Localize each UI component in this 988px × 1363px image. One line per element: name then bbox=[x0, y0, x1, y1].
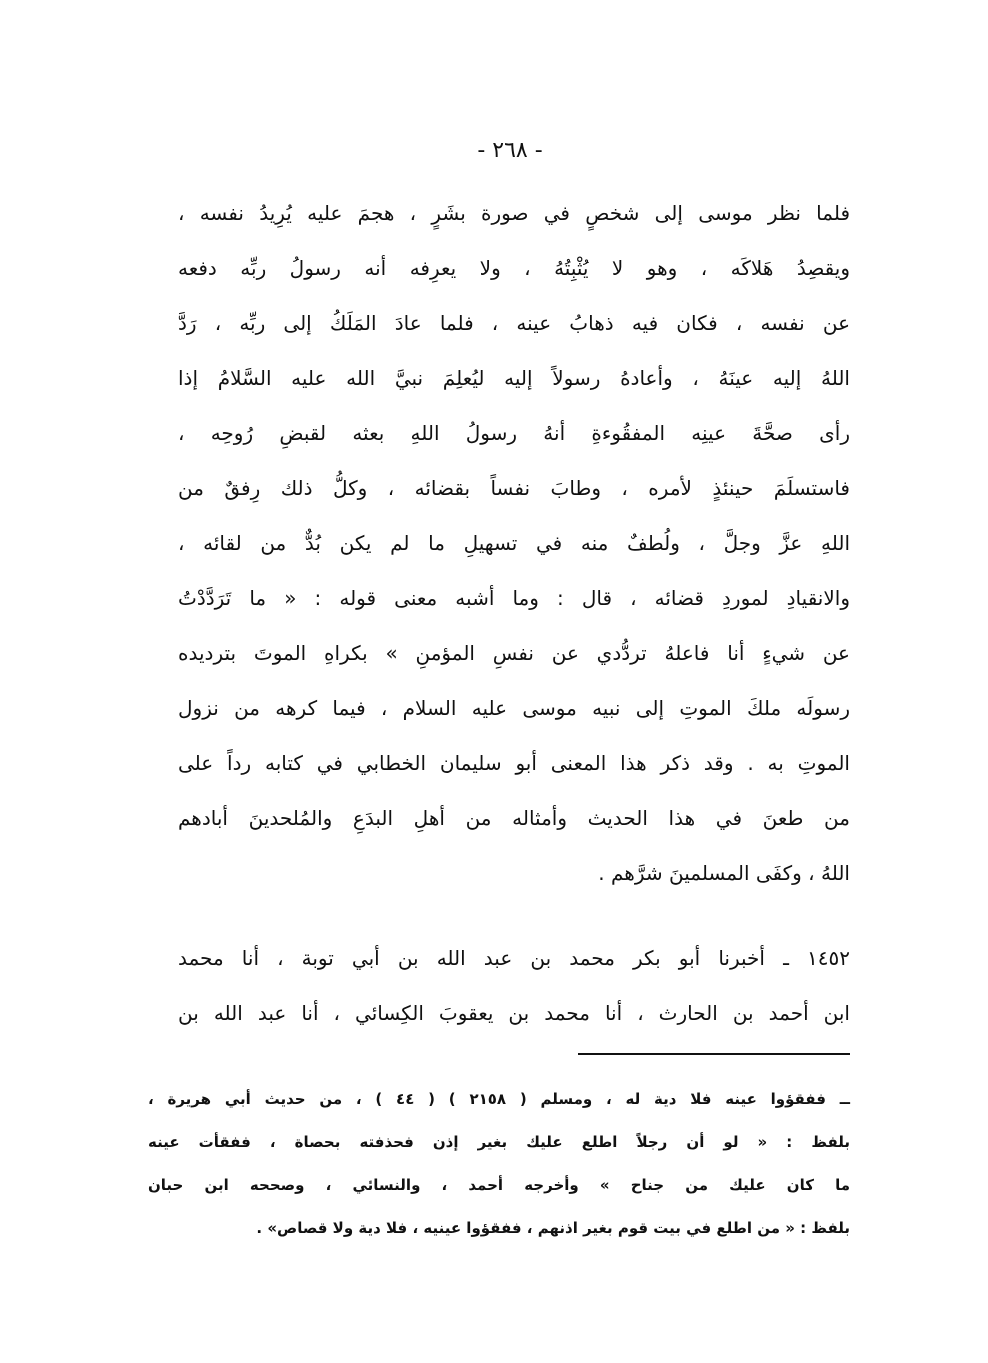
text-line: والانقيادِ لموردِ قضائه ، قال : وما أشبه معنى قوله : « ما تَرَدَّدْتُ bbox=[178, 586, 850, 610]
main-text bbox=[178, 186, 850, 1041]
footnote-divider bbox=[578, 1053, 850, 1055]
hadith-line: ابن أحمد بن الحارث ، أنا محمد بن يعقوبَ الكِسائي ، أنا عبد الله بن bbox=[178, 1001, 850, 1025]
footnotes bbox=[148, 1078, 850, 1250]
footnote-line: ــ ففقؤوا عينه فلا دية له ، ومسلم ( ٢١٥٨ ) ( ٤٤ ) ، من حديث أبي هريرة ، bbox=[148, 1090, 850, 1108]
text-line: رأى صحَّةَ عينِه المفقُوءةِ أنهُ رسولُ اللهِ بعثه لقبضِ رُوحِه ، bbox=[178, 421, 850, 445]
footnote-line: بلفظ : « من اطلع في بيت قوم بغير اذنهم ، ففقؤوا عينيه ، فلا دية ولا قصاص» . bbox=[256, 1219, 850, 1237]
footnote-line: بلفظ : « لو أن رجلاً اطلع عليك بغير إذن فحذفته بحصاة ، ففقأت عينه bbox=[148, 1133, 850, 1151]
paragraph-gap bbox=[178, 901, 850, 931]
text-line: من طعنَ في هذا الحديث وأمثاله من أهلِ البدَعِ والمُلحدينَ أبادهم bbox=[178, 806, 850, 830]
text-line: رسولَه ملكَ الموتِ إلى نبيه موسى عليه السلام ، فيما كرهه من نزول bbox=[178, 696, 850, 720]
page-number: - ٢٦٨ - bbox=[477, 138, 543, 163]
hadith-line: ١٤٥٢ ـ أخبرنا أبو بكر محمد بن عبد الله بن أبي توبة ، أنا محمد bbox=[178, 946, 850, 970]
text-line: الموتِ به . وقد ذكر هذا المعنى أبو سليمان الخطابي في كتابه رداً على bbox=[178, 751, 850, 775]
text-line: عن نفسه ، فكان فيه ذهابُ عينه ، فلما عادَ المَلَكُ إلى ربِّه ، رَدَّ bbox=[178, 311, 850, 335]
text-line: عن شيءٍ أنا فاعلهُ تردُّدي عن نفسِ المؤمنِ » بكراهِ الموتَ بترديده bbox=[178, 641, 850, 665]
text-line: اللهِ عزَّ وجلَّ ، ولُطفٌ منه في تسهيلِ ما لم يكن بُدٌّ من لقائه ، bbox=[178, 531, 850, 555]
text-line: اللهُ إليه عينَهُ ، وأعادهُ رسولاً إليه ليُعلِمَ نبيَّ الله عليه السَّلامُ إذا bbox=[178, 366, 850, 390]
text-line: فاستسلَمَ حينئذٍ لأمره ، وطابَ نفساً بقضائه ، وكلُّ ذلك رِفقٌ من bbox=[178, 476, 850, 500]
text-line: اللهُ ، وكفَى المسلمينَ شرَّهم . bbox=[598, 861, 850, 885]
footnote-line: ما كان عليك من جناح » وأخرجه أحمد ، والنسائي ، وصححه ابن حبان bbox=[148, 1176, 850, 1194]
text-line: ويقصِدُ هَلاكَه ، وهو لا يُثْبِتُهُ ، ولا يعرِفه أنه رسولُ ربِّه دفعه bbox=[178, 256, 850, 280]
text-line: فلما نظر موسى إلى شخصٍ في صورة بشَرٍ ، هجمَ عليه يُرِيدُ نفسه ، bbox=[178, 201, 850, 225]
